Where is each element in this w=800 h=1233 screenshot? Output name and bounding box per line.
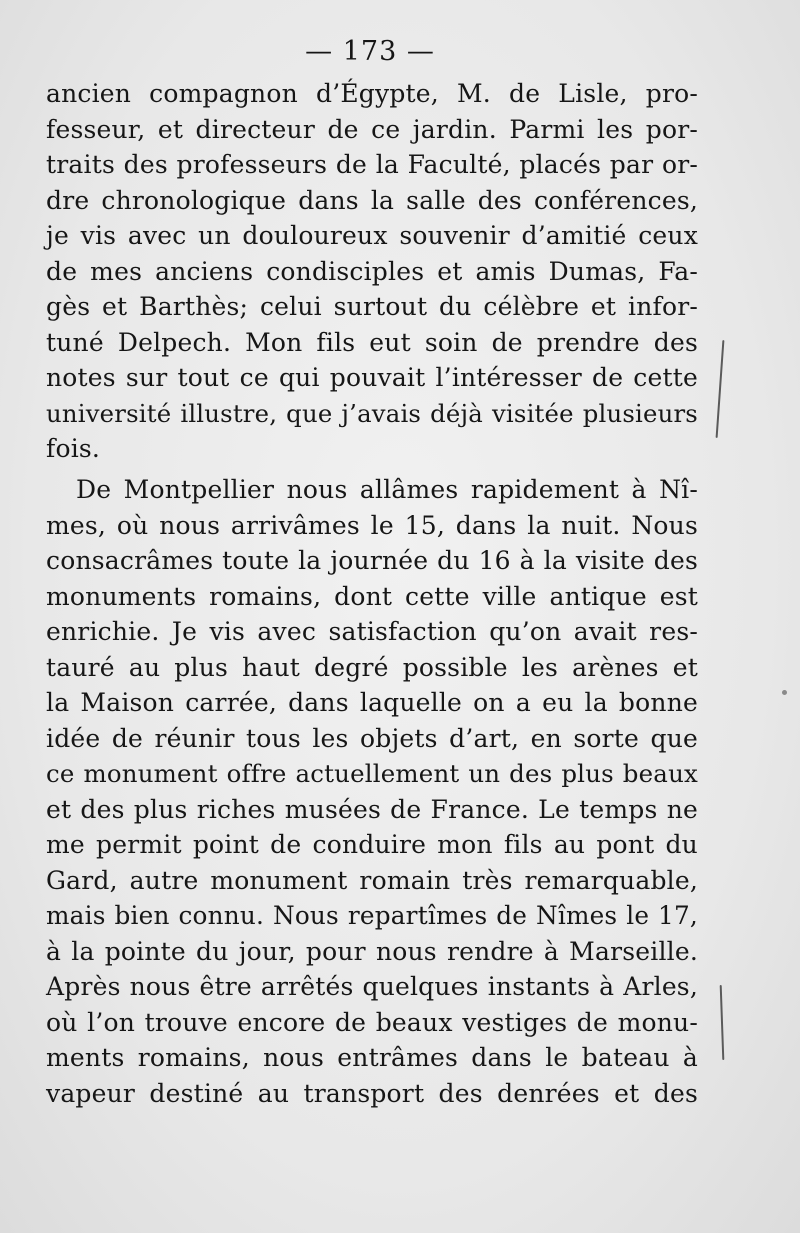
text-line: idée de réunir tous les objets d’art, en sorte que: [46, 723, 698, 753]
text-line: université illustre, que j’avais déjà visitée plusieurs: [46, 398, 698, 428]
margin-pencil-mark: [716, 340, 725, 438]
text-line: De Montpellier nous allâmes rapidement à Nî-: [76, 475, 698, 504]
text-line: où l’on trouve encore de beaux vestiges de monu-: [46, 1007, 698, 1037]
text-line: tuné Delpech. Mon fils eut soin de prendre des: [46, 327, 698, 357]
text-line: dre chronologique dans la salle des conférences,: [46, 185, 698, 215]
text-line: fois.: [46, 434, 101, 463]
text-line: Gard, autre monument romain très remarquable,: [46, 865, 698, 895]
text-line: vapeur destiné au transport des denrées et des: [46, 1078, 698, 1108]
margin-pencil-mark: [720, 985, 725, 1060]
paper-speck: [782, 690, 787, 695]
text-line: notes sur tout ce qui pouvait l’intéresser de cette: [46, 363, 698, 392]
text-line: fesseur, et directeur de ce jardin. Parmi les por-: [46, 114, 698, 144]
text-line: mais bien connu. Nous repartîmes de Nîmes le 17,: [46, 901, 698, 930]
text-line: consacrâmes toute la journée du 16 à la visite des: [46, 546, 698, 575]
text-line: et des plus riches musées de France. Le temps ne: [46, 794, 698, 824]
text-line: ments romains, nous entrâmes dans le bateau à: [46, 1043, 698, 1072]
text-line: me permit point de conduire mon fils au pont du: [46, 830, 698, 859]
paragraph-1: [46, 76, 698, 467]
text-line: enrichie. Je vis avec satisfaction qu’on avait res-: [46, 617, 698, 646]
text-line: gès et Barthès; celui surtout du célèbre et infor-: [46, 292, 698, 321]
text-line: traits des professeurs de la Faculté, placés par or-: [46, 150, 698, 179]
text-line: la Maison carrée, dans laquelle on a eu la bonne: [46, 688, 698, 717]
text-line: ancien compagnon d’Égypte, M. de Lisle, pro-: [46, 79, 698, 108]
text-line: tauré au plus haut degré possible les arènes et: [46, 652, 698, 682]
page-number: — 173 —: [305, 36, 435, 67]
text-line: je vis avec un douloureux souvenir d’amitié ceux: [46, 221, 698, 250]
text-line: mes, où nous arrivâmes le 15, dans la nuit. Nous: [46, 510, 698, 540]
text-line: ce monument offre actuellement un des plus beaux: [46, 759, 698, 788]
text-line: de mes anciens condisciples et amis Dumas, Fa-: [46, 256, 698, 286]
text-line: monuments romains, dont cette ville antique est: [46, 581, 698, 611]
text-line: Après nous être arrêtés quelques instants à Arles,: [46, 972, 698, 1001]
paragraph-2: [46, 472, 698, 1111]
text-line: à la pointe du jour, pour nous rendre à Marseille.: [46, 936, 698, 966]
